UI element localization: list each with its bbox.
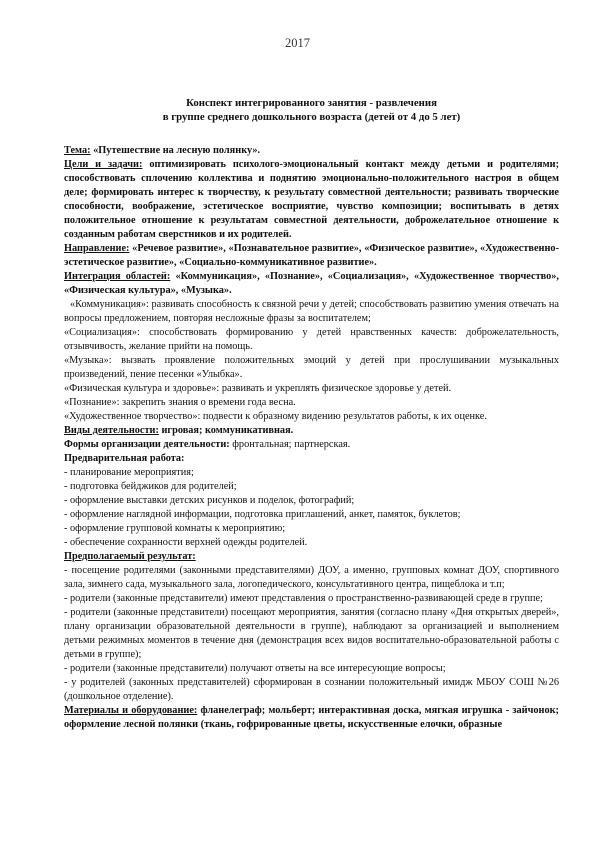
title-line-1: Конспект интегрированного занятия - развлечения bbox=[186, 97, 437, 109]
materials-paragraph bbox=[64, 704, 559, 732]
prework-item: - оформление выставки детских рисунков и поделок, фотографий; bbox=[64, 495, 355, 506]
integration-paragraph bbox=[64, 270, 559, 298]
materials-text: фланелеграф; мольберт; интерактивная доска, мягкая игрушка - зайчонок; оформление лесной полянки (ткань, гофрированные цветы, искусственные елочки, образные bbox=[64, 705, 559, 730]
forms-text: фронтальная; партнерская. bbox=[229, 439, 351, 450]
year-header: 2017 bbox=[285, 36, 310, 50]
forms-paragraph bbox=[64, 438, 559, 452]
area-art: «Художественное творчество»: подвести к образному видению результатов работы, к их оценке. bbox=[64, 411, 487, 422]
area-communication: «Коммуникация»: развивать способность к связной речи у детей; способствовать развитию умения отвечать на вопросы предложением, повторяя несложные фразы за воспитателем; bbox=[64, 299, 559, 324]
result-item: - родители (законные представители) посещают мероприятия, занятия (согласно плану «Дня открытых дверей», плану организации образовательной деятельности в группе), наблюдают за организацией и выполнением детьми режимных моментов в течение дня (демонстрация всех видов воспитательно-образовательной работы с детьми в группе); bbox=[64, 607, 559, 660]
area-socialization: «Социализация»: способствовать формированию у детей нравственных качеств: доброжелательность, отзывчивость, желание прийти на помощь. bbox=[64, 327, 559, 352]
prework-item: - оформление групповой комнаты к мероприятию; bbox=[64, 523, 286, 534]
result-item: - родители (законные представители) получают ответы на все интересующие вопросы; bbox=[64, 663, 446, 674]
forms-label: Формы организации деятельности: bbox=[64, 439, 230, 450]
area-cognition: «Познание»: закрепить знания о времени года весна. bbox=[64, 397, 296, 408]
directions-paragraph bbox=[64, 242, 559, 270]
integration-text: «Коммуникация», «Познание», «Социализация», «Художественное творчество», «Физическая культура», «Музыка». bbox=[64, 271, 559, 296]
prework-item: - планирование мероприятия; bbox=[64, 467, 194, 478]
prework-item: - оформление наглядной информации, подготовка приглашений, анкет, памяток, буклетов; bbox=[64, 509, 461, 520]
materials-label: Материалы и оборудование: bbox=[64, 705, 198, 716]
document-title bbox=[64, 96, 559, 124]
document-body bbox=[64, 144, 559, 732]
title-line-2: в группе среднего дошкольного возраста (детей от 4 до 5 лет) bbox=[162, 111, 461, 123]
result-item: - у родителей (законных представителей) сформирован в сознании положительный имидж МБОУ СОШ №26 (дошкольное отделение). bbox=[64, 677, 559, 702]
directions-text: «Речевое развитие», «Познавательное развитие», «Физическое развитие», «Художественно-эстетическое развитие», «Социально-коммуникативное развитие». bbox=[64, 243, 559, 268]
prework-label: Предварительная работа: bbox=[64, 453, 185, 464]
theme-paragraph bbox=[64, 144, 559, 158]
result-item: - посещение родителями (законными представителями) ДОУ, а именно, групповых комнат ДОУ, спортивного зала, зимнего сада, музыкального зала, логопедического, консультативного центра, пищеблока и т.п; bbox=[64, 565, 559, 590]
theme-label: Тема: bbox=[64, 145, 91, 156]
result-item: - родители (законные представители) имеют представления о пространственно-развивающей среде в группе; bbox=[64, 593, 543, 604]
prework-item: - подготовка бейджиков для родителей; bbox=[64, 481, 237, 492]
area-physical: «Физическая культура и здоровье»: развивать и укреплять физическое здоровье у детей. bbox=[64, 383, 452, 394]
goals-paragraph bbox=[64, 158, 559, 242]
prework-item: - обеспечение сохранности верхней одежды родителей. bbox=[64, 537, 308, 548]
activities-label: Виды деятельности: bbox=[64, 425, 159, 436]
goals-text: оптимизировать психолого-эмоциональный контакт между детьми и родителями; способствовать сплочению коллектива и поднятию эмоционально-положительного настроя в общем деле; формировать интерес к творчеству, к результату совместной деятельности; развивать творческие способности, воображение, эстетическое восприятие, чувство композиции; воспитывать в детях положительное отношение к результатам совместной деятельности, доброжелательное отношение к созданным работам сверстников и их родителей. bbox=[64, 159, 559, 240]
theme-text: «Путешествие на лесную полянку». bbox=[90, 145, 261, 156]
goals-label: Цели и задачи: bbox=[64, 159, 143, 170]
result-label: Предполагаемый результат: bbox=[64, 551, 196, 562]
integration-label: Интеграция областей: bbox=[64, 271, 171, 282]
directions-label: Направление: bbox=[64, 243, 130, 254]
area-music: «Музыка»: вызвать проявление положительных эмоций у детей при прослушивании музыкальных произведений, пение песенки «Улыбка». bbox=[64, 355, 559, 380]
activities-text: игровая; коммуникативная. bbox=[158, 425, 294, 436]
activities-paragraph bbox=[64, 424, 559, 438]
